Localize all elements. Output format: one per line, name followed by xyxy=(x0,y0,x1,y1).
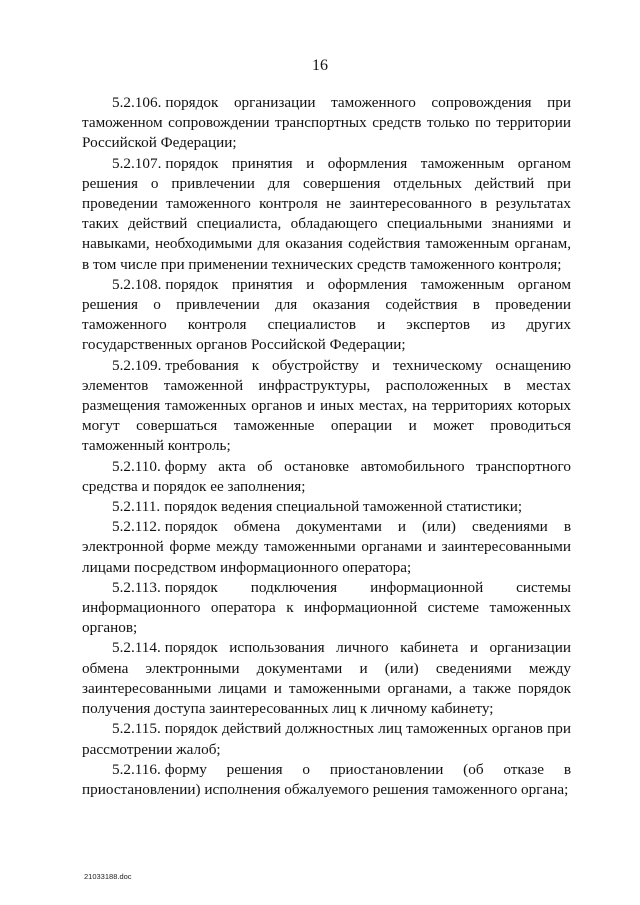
item-number: 5.2.108. xyxy=(112,275,162,293)
document-body xyxy=(82,93,571,800)
list-item xyxy=(82,760,571,800)
item-text: порядок действий должностных лиц таможенных органов при рассмотрении жалоб; xyxy=(82,720,571,758)
list-item xyxy=(82,497,571,517)
list-item xyxy=(82,578,571,639)
list-item xyxy=(82,93,571,154)
file-name-footer: 21033188.doc xyxy=(84,872,132,881)
item-number: 5.2.107. xyxy=(112,154,162,172)
item-number: 5.2.115. xyxy=(112,720,161,738)
item-text: порядок принятия и оформления таможенным органом решения о привлечении для совершения отдельных действий при проведении таможенного контроля не заинтересованного в результатах таких действий специалиста, обладающего специальными знаниями и навыками, необходимыми для оказания содействия таможенным органам, в том числе при применении технических средств таможенного контроля; xyxy=(82,154,571,273)
item-text: порядок принятия и оформления таможенным органом решения о привлечении для оказания содействия в проведении таможенного контроля специалистов и экспертов из других государственных органов Российской Федерации; xyxy=(82,275,571,354)
item-text: требования к обустройству и техническому оснащению элементов таможенной инфраструктуры, расположенных в местах размещения таможенных органов и иных местах, на территориях которых могут совершаться таможенные операции и может проводиться таможенный контроль; xyxy=(82,356,571,455)
item-text: порядок подключения информационной системы информационного оператора к информационной системе таможенных органов; xyxy=(82,578,571,637)
item-number: 5.2.111. xyxy=(112,498,161,516)
list-item xyxy=(82,275,571,356)
item-number: 5.2.112. xyxy=(112,518,161,536)
item-text: порядок ведения специальной таможенной статистики; xyxy=(164,498,523,516)
list-item xyxy=(82,517,571,578)
item-text: форму решения о приостановлении (об отказе в приостановлении) исполнения обжалуемого решения таможенного органа; xyxy=(82,760,571,798)
list-item xyxy=(82,638,571,719)
item-number: 5.2.116. xyxy=(112,760,161,778)
item-text: порядок организации таможенного сопровождения при таможенном сопровождении транспортных средств только по территории Российской Федерации; xyxy=(82,94,571,152)
list-item xyxy=(82,154,571,275)
item-number: 5.2.106. xyxy=(112,94,162,111)
item-text: порядок обмена документами и (или) сведениями в электронной форме между таможенными органами и заинтересованными лицами посредством информационного оператора; xyxy=(82,518,571,576)
item-text: порядок использования личного кабинета и организации обмена электронными документами и (или) сведениями между заинтересованными лицами и таможенными органами, а также порядок получения доступа заинтересованных лиц к личному кабинету; xyxy=(82,639,571,718)
item-number: 5.2.110. xyxy=(112,457,161,475)
list-item xyxy=(82,719,571,759)
page-number: 16 xyxy=(312,57,328,74)
item-number: 5.2.113. xyxy=(112,578,161,596)
item-number: 5.2.109. xyxy=(112,356,162,374)
list-item xyxy=(82,356,571,457)
item-text: форму акта об остановке автомобильного транспортного средства и порядок ее заполнения; xyxy=(82,457,571,495)
list-item xyxy=(82,457,571,497)
item-number: 5.2.114. xyxy=(112,639,161,657)
